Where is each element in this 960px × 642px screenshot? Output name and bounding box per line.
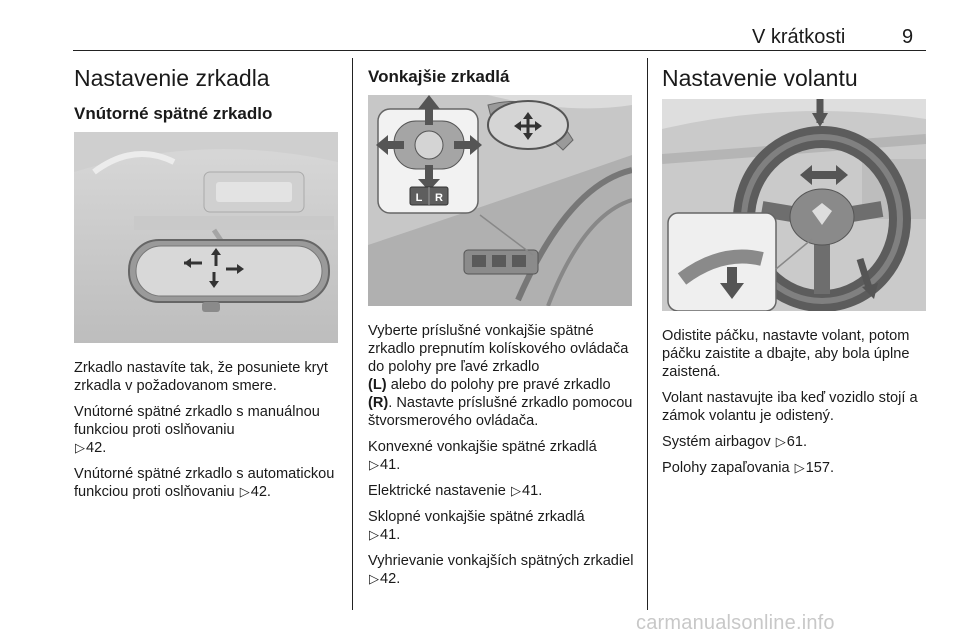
section-heading-steering-wheel: Nastavenie volantu	[662, 65, 858, 91]
position-label: (L)	[368, 377, 387, 393]
paragraph	[368, 552, 636, 588]
page-header-title: V krátkosti	[752, 26, 846, 48]
paragraph-text: Systém airbagov	[662, 434, 771, 450]
page-reference: 42.	[86, 440, 107, 456]
column-divider	[352, 58, 353, 610]
page-reference: 41.	[380, 457, 401, 473]
page-reference: 157.	[805, 460, 835, 476]
paragraph	[368, 438, 636, 474]
page-number: 9	[902, 26, 914, 48]
paragraph	[74, 403, 344, 457]
triangle-reference-icon: ▷	[239, 484, 250, 499]
page-reference: 42.	[380, 571, 401, 587]
triangle-reference-icon: ▷	[775, 434, 786, 449]
middle-body-text	[368, 322, 636, 596]
triangle-reference-icon: ▷	[75, 440, 85, 455]
paragraph	[368, 482, 636, 500]
triangle-reference-icon: ▷	[369, 527, 379, 542]
paragraph-text: Sklopné vonkajšie spätné zrkadlá	[368, 509, 585, 525]
triangle-reference-icon: ▷	[510, 483, 521, 498]
page-reference: 61.	[786, 434, 808, 450]
header-rule	[73, 50, 926, 51]
switch-label-right: R	[435, 192, 443, 204]
watermark: carmanualsonline.info	[636, 612, 835, 634]
page-reference: 41.	[380, 527, 401, 543]
exterior-mirror-controls-illustration	[368, 95, 632, 306]
paragraph: Odistite páčku, nastavte volant, potom páčku zaistite a dbajte, aby bola úplne zaistená.	[662, 328, 910, 380]
paragraph-text: Vyhrievanie vonkajších spätných zrkadiel	[368, 553, 634, 569]
left-body-text	[74, 359, 344, 509]
position-label: (R)	[368, 395, 389, 411]
page-reference: 41.	[521, 483, 543, 499]
paragraph-text: Vnútorné spätné zrkadlo s manuálnou funkciou proti oslňovaniu	[74, 404, 320, 438]
paragraph	[662, 433, 928, 451]
switch-label-left: L	[415, 192, 423, 204]
paragraph-text: alebo do polohy pre pravé zrkadlo	[390, 377, 611, 393]
paragraph	[368, 508, 636, 544]
triangle-reference-icon: ▷	[369, 457, 379, 472]
paragraph-text: Polohy zapaľovania	[662, 460, 790, 476]
interior-mirror-illustration	[74, 132, 338, 343]
triangle-reference-icon: ▷	[794, 460, 805, 475]
paragraph	[662, 459, 928, 477]
paragraph-text: Vyberte príslušné vonkajšie spätné zrkadlo prepnutím kolískového ovládača do polohy pre ľavé zrkadlo	[368, 323, 629, 375]
column-divider	[647, 58, 648, 610]
paragraph: Volant nastavujte iba keď vozidlo stojí a zámok volantu je odistený.	[662, 390, 918, 424]
steering-wheel-adjustment-illustration	[662, 99, 926, 311]
subheading-interior-mirror: Vnútorné spätné zrkadlo	[74, 104, 273, 123]
section-heading-mirrors: Nastavenie zrkadla	[74, 65, 270, 91]
subheading-exterior-mirrors: Vonkajšie zrkadlá	[368, 67, 510, 86]
paragraph	[368, 322, 636, 430]
triangle-reference-icon: ▷	[369, 571, 379, 586]
paragraph-text: Vnútorné spätné zrkadlo s automatickou funkciou proti oslňovaniu	[74, 466, 335, 500]
page-reference: 42.	[250, 484, 271, 500]
paragraph-text: . Nastavte príslušné zrkadlo pomocou štvorsmerového ovládača.	[368, 395, 633, 429]
paragraph: Zrkadlo nastavíte tak, že posuniete kryt zrkadla v požadovanom smere.	[74, 360, 328, 394]
paragraph-text: Elektrické nastavenie	[368, 483, 506, 499]
paragraph	[74, 465, 344, 501]
right-body-text	[662, 327, 928, 485]
paragraph-text: Konvexné vonkajšie spätné zrkadlá	[368, 439, 597, 455]
